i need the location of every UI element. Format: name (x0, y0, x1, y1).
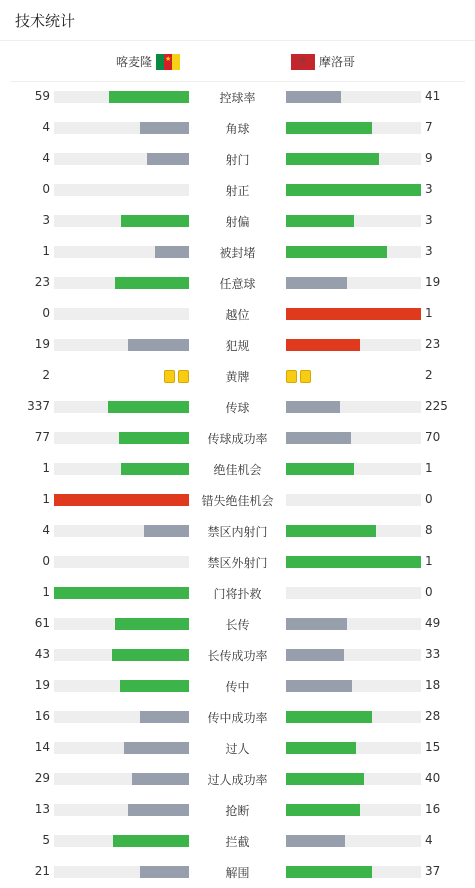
away-bar-track (286, 308, 421, 320)
home-bar-fill (124, 742, 189, 754)
home-value: 61 (34, 616, 50, 630)
stat-row (0, 175, 475, 206)
home-bar-fill (113, 835, 189, 847)
away-value: 0 (425, 585, 433, 599)
home-value: 1 (42, 244, 50, 258)
away-yellow-cards (286, 370, 311, 383)
stat-label: 射正 (225, 184, 250, 198)
away-value: 18 (425, 678, 441, 692)
away-bar-fill (286, 246, 387, 258)
stat-label: 过人成功率 (207, 773, 268, 787)
away-team-name: 摩洛哥 (319, 55, 356, 69)
home-value: 0 (42, 554, 50, 568)
home-bar-track (54, 773, 189, 785)
stat-label: 被封堵 (219, 246, 256, 260)
stat-row (0, 702, 475, 733)
away-value: 33 (425, 647, 441, 661)
stat-row (0, 764, 475, 795)
home-bar-fill (108, 401, 189, 413)
away-bar-track (286, 91, 421, 103)
away-bar-track (286, 246, 421, 258)
home-bar-track (54, 494, 189, 506)
away-value: 7 (425, 120, 433, 134)
away-value: 28 (425, 709, 441, 723)
stat-label: 传球 (225, 401, 250, 415)
stat-row (0, 361, 475, 392)
away-bar-fill (286, 742, 356, 754)
away-bar-track (286, 556, 421, 568)
stat-label: 拦截 (225, 835, 250, 849)
home-bar-track (54, 649, 189, 661)
home-bar-fill (115, 618, 189, 630)
home-bar-track (54, 153, 189, 165)
away-value: 40 (425, 771, 441, 785)
away-bar-fill (286, 618, 347, 630)
yellow-card-icon (178, 370, 189, 383)
stat-label: 解围 (225, 866, 250, 880)
home-value: 29 (34, 771, 50, 785)
away-value: 1 (425, 306, 433, 320)
stat-label: 射偏 (225, 215, 250, 229)
stat-label: 禁区外射门 (207, 556, 268, 570)
home-bar-track (54, 91, 189, 103)
away-bar-track (286, 835, 421, 847)
away-bar-fill (286, 711, 372, 723)
stat-row (0, 516, 475, 547)
home-bar-fill (140, 866, 189, 878)
home-bar-fill (128, 804, 189, 816)
home-bar-track (54, 432, 189, 444)
away-bar-track (286, 742, 421, 754)
away-bar-track (286, 618, 421, 630)
away-bar-track (286, 804, 421, 816)
stat-label: 长传 (225, 618, 250, 632)
away-value: 4 (425, 833, 433, 847)
home-bar-track (54, 246, 189, 258)
away-value: 1 (425, 554, 433, 568)
home-value: 2 (42, 368, 50, 382)
home-bar-track (54, 587, 189, 599)
away-value: 37 (425, 864, 441, 878)
home-value: 1 (42, 461, 50, 475)
home-bar-track (54, 711, 189, 723)
home-value: 4 (42, 523, 50, 537)
stat-label: 黄牌 (225, 370, 250, 384)
away-value: 0 (425, 492, 433, 506)
home-yellow-cards (164, 370, 189, 383)
home-bar-fill (147, 153, 189, 165)
home-value: 19 (34, 678, 50, 692)
home-bar-track (54, 804, 189, 816)
home-bar-fill (120, 680, 189, 692)
home-value: 1 (42, 585, 50, 599)
away-bar-track (286, 525, 421, 537)
stats-list (0, 82, 475, 888)
home-value: 1 (42, 492, 50, 506)
stat-label: 角球 (225, 122, 250, 136)
home-value: 77 (34, 430, 50, 444)
stat-row (0, 330, 475, 361)
home-bar-fill (140, 122, 189, 134)
away-bar-track (286, 339, 421, 351)
home-value: 59 (34, 89, 50, 103)
away-value: 15 (425, 740, 441, 754)
morocco-flag-icon (291, 54, 315, 70)
home-bar-track (54, 277, 189, 289)
home-bar-track (54, 618, 189, 630)
home-value: 13 (34, 802, 50, 816)
stat-row (0, 206, 475, 237)
home-bar-fill (144, 525, 189, 537)
away-team[interactable] (291, 53, 355, 70)
away-bar-track (286, 773, 421, 785)
stat-row (0, 423, 475, 454)
home-value: 5 (42, 833, 50, 847)
away-value: 3 (425, 182, 433, 196)
away-bar-fill (286, 680, 352, 692)
home-value: 43 (34, 647, 50, 661)
home-bar-fill (121, 463, 189, 475)
home-team-name: 喀麦隆 (115, 55, 152, 69)
teams-bar (10, 41, 465, 82)
away-bar-fill (286, 215, 354, 227)
away-value: 8 (425, 523, 433, 537)
home-value: 23 (34, 275, 50, 289)
away-bar-fill (286, 556, 421, 568)
away-value: 70 (425, 430, 441, 444)
home-bar-fill (155, 246, 189, 258)
home-bar-fill (121, 215, 189, 227)
away-bar-track (286, 277, 421, 289)
stat-label: 过人 (225, 742, 250, 756)
home-bar-track (54, 184, 189, 196)
stat-label: 控球率 (219, 91, 256, 105)
home-value: 0 (42, 306, 50, 320)
stat-row (0, 113, 475, 144)
stat-row (0, 82, 475, 113)
away-bar-track (286, 122, 421, 134)
home-value: 337 (27, 399, 50, 413)
home-value: 21 (34, 864, 50, 878)
away-value: 19 (425, 275, 441, 289)
stat-row (0, 485, 475, 516)
stat-row (0, 733, 475, 764)
away-bar-fill (286, 91, 341, 103)
stat-label: 犯规 (225, 339, 250, 353)
stat-row (0, 454, 475, 485)
home-value: 16 (34, 709, 50, 723)
away-value: 3 (425, 213, 433, 227)
away-bar-fill (286, 401, 340, 413)
home-value: 3 (42, 213, 50, 227)
page-title: 技术统计 (15, 12, 76, 30)
away-bar-track (286, 711, 421, 723)
stat-label: 禁区内射门 (207, 525, 268, 539)
stat-label: 抢断 (225, 804, 250, 818)
stat-row (0, 547, 475, 578)
away-bar-track (286, 153, 421, 165)
stat-row (0, 237, 475, 268)
home-bar-fill (115, 277, 189, 289)
stat-row (0, 671, 475, 702)
away-bar-fill (286, 525, 376, 537)
away-value: 49 (425, 616, 441, 630)
stat-row (0, 144, 475, 175)
away-value: 3 (425, 244, 433, 258)
home-value: 14 (34, 740, 50, 754)
away-value: 1 (425, 461, 433, 475)
home-bar-track (54, 122, 189, 134)
stat-row (0, 857, 475, 888)
away-bar-fill (286, 184, 421, 196)
away-bar-track (286, 649, 421, 661)
home-value: 19 (34, 337, 50, 351)
home-value: 4 (42, 120, 50, 134)
stat-row (0, 609, 475, 640)
home-bar-track (54, 742, 189, 754)
home-bar-track (54, 835, 189, 847)
stat-label: 传中 (225, 680, 250, 694)
stat-row (0, 268, 475, 299)
away-bar-track (286, 401, 421, 413)
home-bar-track (54, 339, 189, 351)
stat-label: 错失绝佳机会 (201, 494, 274, 508)
stat-label: 越位 (225, 308, 250, 322)
home-bar-track (54, 525, 189, 537)
home-value: 0 (42, 182, 50, 196)
away-bar-fill (286, 804, 360, 816)
home-bar-track (54, 680, 189, 692)
stat-row (0, 826, 475, 857)
stat-row (0, 392, 475, 423)
home-bar-fill (112, 649, 189, 661)
away-bar-track (286, 680, 421, 692)
yellow-card-icon (286, 370, 297, 383)
away-value: 9 (425, 151, 433, 165)
away-bar-track (286, 494, 421, 506)
page-header (0, 0, 475, 41)
home-value: 4 (42, 151, 50, 165)
away-bar-fill (286, 463, 354, 475)
home-bar-fill (54, 494, 189, 506)
away-value: 16 (425, 802, 441, 816)
away-bar-fill (286, 773, 364, 785)
home-bar-track (54, 215, 189, 227)
stat-label: 射门 (225, 153, 250, 167)
away-bar-fill (286, 432, 351, 444)
away-bar-track (286, 866, 421, 878)
home-team[interactable] (116, 53, 180, 70)
home-bar-fill (132, 773, 189, 785)
home-bar-track (54, 308, 189, 320)
away-value: 2 (425, 368, 433, 382)
away-bar-fill (286, 308, 421, 320)
home-bar-fill (140, 711, 189, 723)
home-bar-track (54, 556, 189, 568)
away-bar-track (286, 184, 421, 196)
stat-row (0, 578, 475, 609)
away-bar-fill (286, 649, 344, 661)
home-bar-track (54, 401, 189, 413)
cameroon-flag-icon (156, 54, 180, 70)
home-bar-fill (54, 587, 189, 599)
home-bar-fill (109, 91, 189, 103)
away-bar-fill (286, 835, 345, 847)
home-bar-fill (128, 339, 189, 351)
stat-label: 门将扑救 (213, 587, 262, 601)
away-bar-fill (286, 866, 372, 878)
home-bar-track (54, 866, 189, 878)
away-bar-fill (286, 339, 360, 351)
away-bar-fill (286, 153, 379, 165)
stat-label: 任意球 (219, 277, 256, 291)
home-bar-track (54, 463, 189, 475)
away-bar-fill (286, 277, 347, 289)
yellow-card-icon (300, 370, 311, 383)
away-bar-track (286, 432, 421, 444)
away-bar-track (286, 215, 421, 227)
stat-row (0, 640, 475, 671)
away-bar-fill (286, 122, 372, 134)
home-bar-fill (119, 432, 189, 444)
stat-label: 长传成功率 (207, 649, 268, 663)
stat-row (0, 299, 475, 330)
away-bar-track (286, 587, 421, 599)
stat-label: 绝佳机会 (213, 463, 262, 477)
stat-label: 传球成功率 (207, 432, 268, 446)
stat-row (0, 795, 475, 826)
away-value: 41 (425, 89, 441, 103)
away-bar-track (286, 463, 421, 475)
stat-label: 传中成功率 (207, 711, 268, 725)
away-value: 23 (425, 337, 441, 351)
away-value: 225 (425, 399, 448, 413)
yellow-card-icon (164, 370, 175, 383)
